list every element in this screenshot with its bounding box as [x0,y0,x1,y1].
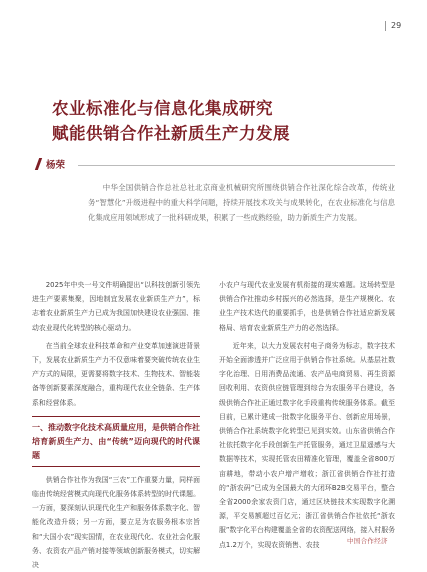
right-paragraph-1: 近年来，以大力发展农村电子商务为标志，数字技术开始全面渗透并广泛应用于供销合作社系统。从基层社数字化治理、日用消费品流通、农产品电商贸易、再生资源回收利用、农资供应链管理到综合为农服务平台建设，各级供销合作社正通过数字化手段重构传统服务体系。截至目前，已累计建成一批数字化服务平台、创新应用场景，供销合作社系统数字化转型已见到实效。山东省供销合作社依托数字化手段创新生产托管服务，通过卫星遥感与大数据等技术，实现托管农田精准化管理，覆盖全省800万亩耕地，带动小农户增产增收；浙江省供销合作社打造的“浙农码”已成为全国最大的大闭环B2B交易平台，整合全省2000余家农资门店，通过区块链技术实现数字化溯源，平交易额超过百亿元；浙江省供销合作社依托“浙农服”数字化平台构建覆盖全省的农资配送网络，接入村服务点1.2万个，实现农资销售、农技 [219,341,395,549]
author-name: 杨荣 [46,160,66,171]
title-line-2: 赋能供销合作社新质生产力发展 [52,124,290,143]
page-number: 29 [391,21,402,30]
left-paragraph-3: 供销合作社作为我国“三农”工作重要力量，同样面临由传统经营模式向现代化服务体系转型的时代课题。一方面，要深刻认识现代化生产和服务体系数字化、智能化改造升级；另一方面，要立足为农服务根本宗旨和“大国小农”现实国情，在农业现代化、农业社会化服务、农资农产品产销对接等领域创新服务模式，切实解决 [32,475,200,570]
section-heading-line-1: 一、推动数字化技术高质量应用，是供销合作社 [32,422,200,432]
left-paragraph-1: 2025年中央一号文件明确提出“以科技创新引领先进生产要素集聚，因地制宜发展农业新质生产力”，标志着农业新质生产力已成为我国加快建设农业强国、推动农业现代化转型的核心驱动力。 [32,281,200,332]
section-heading-line-2: 培育新质生产力、由“传统”迈向现代的时代课题 [32,436,200,460]
left-column [32,278,200,570]
abstract: 中华全国供销合作总社总社北京商业机械研究所围绕供销合作社深化综合改革，传统业务“智慧化”升级进程中的重大科学问题，持续开展技术攻关与成果转化，在农业标准化与信息化集成应用领域形成了一批科研成果，积累了一些成熟经验，助力新质生产力发展。 [88,183,395,222]
title-line-1: 农业标准化与信息化集成研究 [52,99,273,118]
left-column-body [32,278,200,570]
author-divider [78,165,395,166]
page-number-divider [385,21,386,31]
author-row [32,157,395,173]
right-continuation: 小农户与现代农业发展有机衔接的现实难题。这场转型是供销合作社推动乡村振兴的必然选择，是生产规模化、农业生产技术迭代的重要抓手，也是供销合作社适应新发展格局、培育农业新质生产力的必然选择。 [219,281,395,332]
article-title [52,96,352,146]
footer-publication: 中国合作经济 [347,537,388,545]
author-slash-mark [35,158,42,170]
left-paragraph-2: 在当前全球农业科技革命和产业变革加速演进背景下，发展农业新质生产力不仅意味着要突破传统农业生产方式的局限，更需要将数字技术、生物技术、智能装备等创新要素深度融合，重构现代农业全链条、生产体系和经营体系。 [32,341,200,407]
section-heading [32,416,200,467]
